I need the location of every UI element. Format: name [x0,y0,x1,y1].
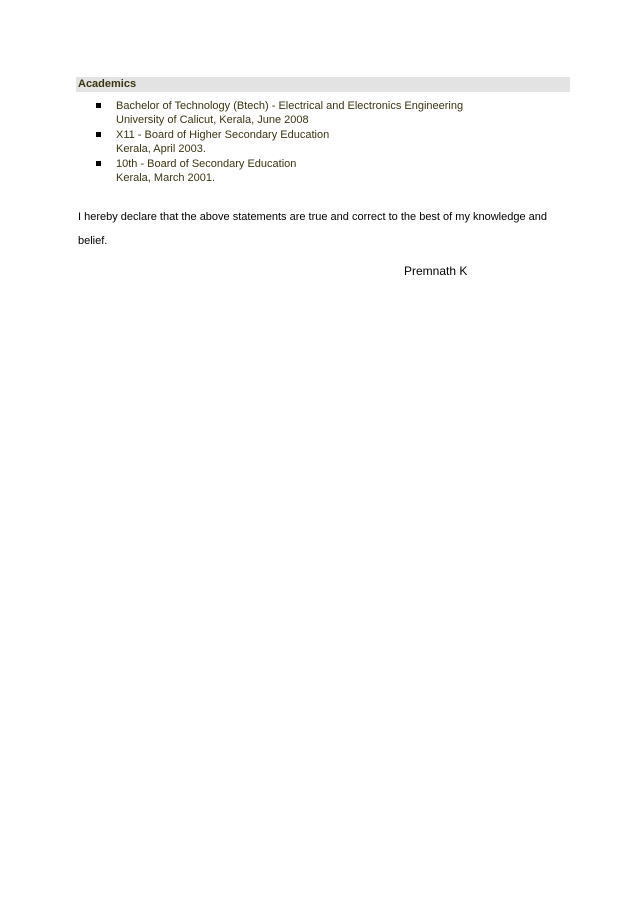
academic-degree: Bachelor of Technology (Btech) - Electrical and Electronics Engineering [116,100,464,112]
academic-degree: 10th - Board of Secondary Education [116,158,297,170]
square-bullet-icon [96,161,101,166]
academic-item-btech [96,100,463,127]
academics-section-header [76,77,570,92]
academics-heading: Academics [78,78,137,90]
academic-item-10th [96,158,463,185]
academics-list [96,100,463,187]
academic-institution: Kerala, March 2001. [116,171,216,184]
signature-name: Premnath K [404,264,468,278]
academic-institution: Kerala, April 2003. [116,142,206,155]
academic-institution: University of Calicut, Kerala, June 2008 [116,113,309,126]
square-bullet-icon [96,132,101,137]
academic-item-x11 [96,129,463,156]
declaration-text: I hereby declare that the above statements are true and correct to the best of my knowledge and belief. [78,211,547,247]
square-bullet-icon [96,103,101,108]
academic-degree: X11 - Board of Higher Secondary Education [116,129,330,141]
